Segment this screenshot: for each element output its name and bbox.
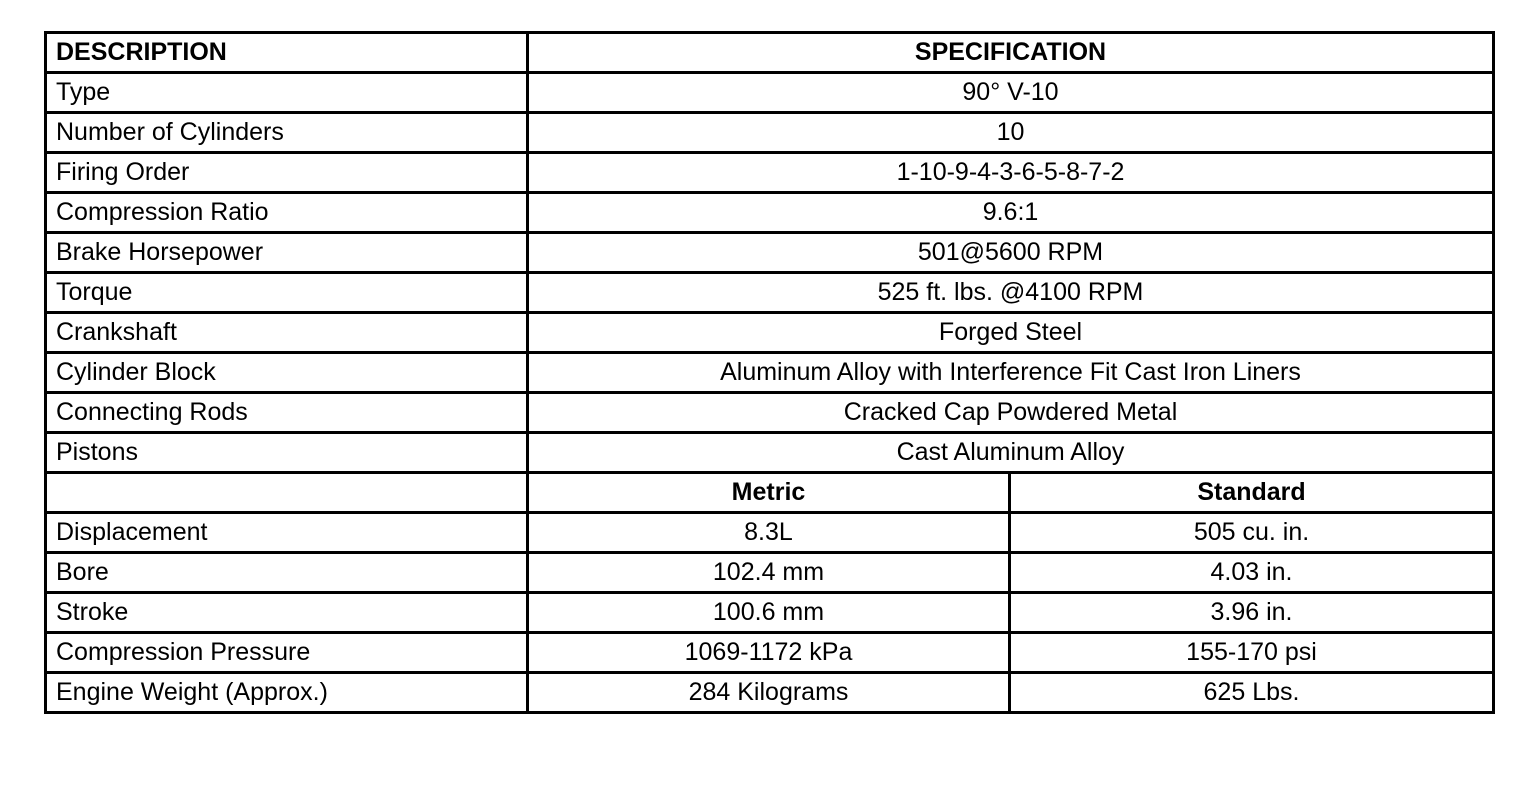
row-value: Aluminum Alloy with Interference Fit Cast Iron Liners xyxy=(528,353,1494,393)
table-row xyxy=(46,633,1494,673)
table-row xyxy=(46,233,1494,273)
units-header-row xyxy=(46,473,1494,513)
row-value: 501@5600 RPM xyxy=(528,233,1494,273)
metric-header: Metric xyxy=(528,473,1010,513)
units-header-blank xyxy=(46,473,528,513)
row-label: Brake Horsepower xyxy=(46,233,528,273)
table-row xyxy=(46,73,1494,113)
table-row xyxy=(46,673,1494,713)
table-row xyxy=(46,313,1494,353)
table-row xyxy=(46,273,1494,313)
table-row xyxy=(46,553,1494,593)
table-row xyxy=(46,433,1494,473)
row-label: Bore xyxy=(46,553,528,593)
row-value: Forged Steel xyxy=(528,313,1494,353)
metric-value: 8.3L xyxy=(528,513,1010,553)
table-row xyxy=(46,353,1494,393)
row-label: Compression Pressure xyxy=(46,633,528,673)
table-row xyxy=(46,153,1494,193)
row-value: 10 xyxy=(528,113,1494,153)
specification-header: SPECIFICATION xyxy=(528,33,1494,73)
description-header: DESCRIPTION xyxy=(46,33,528,73)
table-row xyxy=(46,513,1494,553)
row-label: Pistons xyxy=(46,433,528,473)
row-label: Firing Order xyxy=(46,153,528,193)
table-row xyxy=(46,113,1494,153)
engine-specifications-table xyxy=(44,31,1495,714)
row-value: 9.6:1 xyxy=(528,193,1494,233)
row-label: Stroke xyxy=(46,593,528,633)
metric-value: 1069-1172 kPa xyxy=(528,633,1010,673)
standard-value: 155-170 psi xyxy=(1010,633,1494,673)
standard-value: 4.03 in. xyxy=(1010,553,1494,593)
row-value: 90° V-10 xyxy=(528,73,1494,113)
row-value: Cast Aluminum Alloy xyxy=(528,433,1494,473)
standard-header: Standard xyxy=(1010,473,1494,513)
row-value: 525 ft. lbs. @4100 RPM xyxy=(528,273,1494,313)
row-label: Connecting Rods xyxy=(46,393,528,433)
row-label: Number of Cylinders xyxy=(46,113,528,153)
row-label: Engine Weight (Approx.) xyxy=(46,673,528,713)
row-value: Cracked Cap Powdered Metal xyxy=(528,393,1494,433)
row-label: Torque xyxy=(46,273,528,313)
row-label: Compression Ratio xyxy=(46,193,528,233)
table-row xyxy=(46,393,1494,433)
metric-value: 102.4 mm xyxy=(528,553,1010,593)
table-row xyxy=(46,193,1494,233)
standard-value: 625 Lbs. xyxy=(1010,673,1494,713)
metric-value: 100.6 mm xyxy=(528,593,1010,633)
row-value: 1-10-9-4-3-6-5-8-7-2 xyxy=(528,153,1494,193)
row-label: Crankshaft xyxy=(46,313,528,353)
standard-value: 505 cu. in. xyxy=(1010,513,1494,553)
table-row xyxy=(46,593,1494,633)
row-label: Cylinder Block xyxy=(46,353,528,393)
table-header-row xyxy=(46,33,1494,73)
standard-value: 3.96 in. xyxy=(1010,593,1494,633)
metric-value: 284 Kilograms xyxy=(528,673,1010,713)
row-label: Displacement xyxy=(46,513,528,553)
row-label: Type xyxy=(46,73,528,113)
